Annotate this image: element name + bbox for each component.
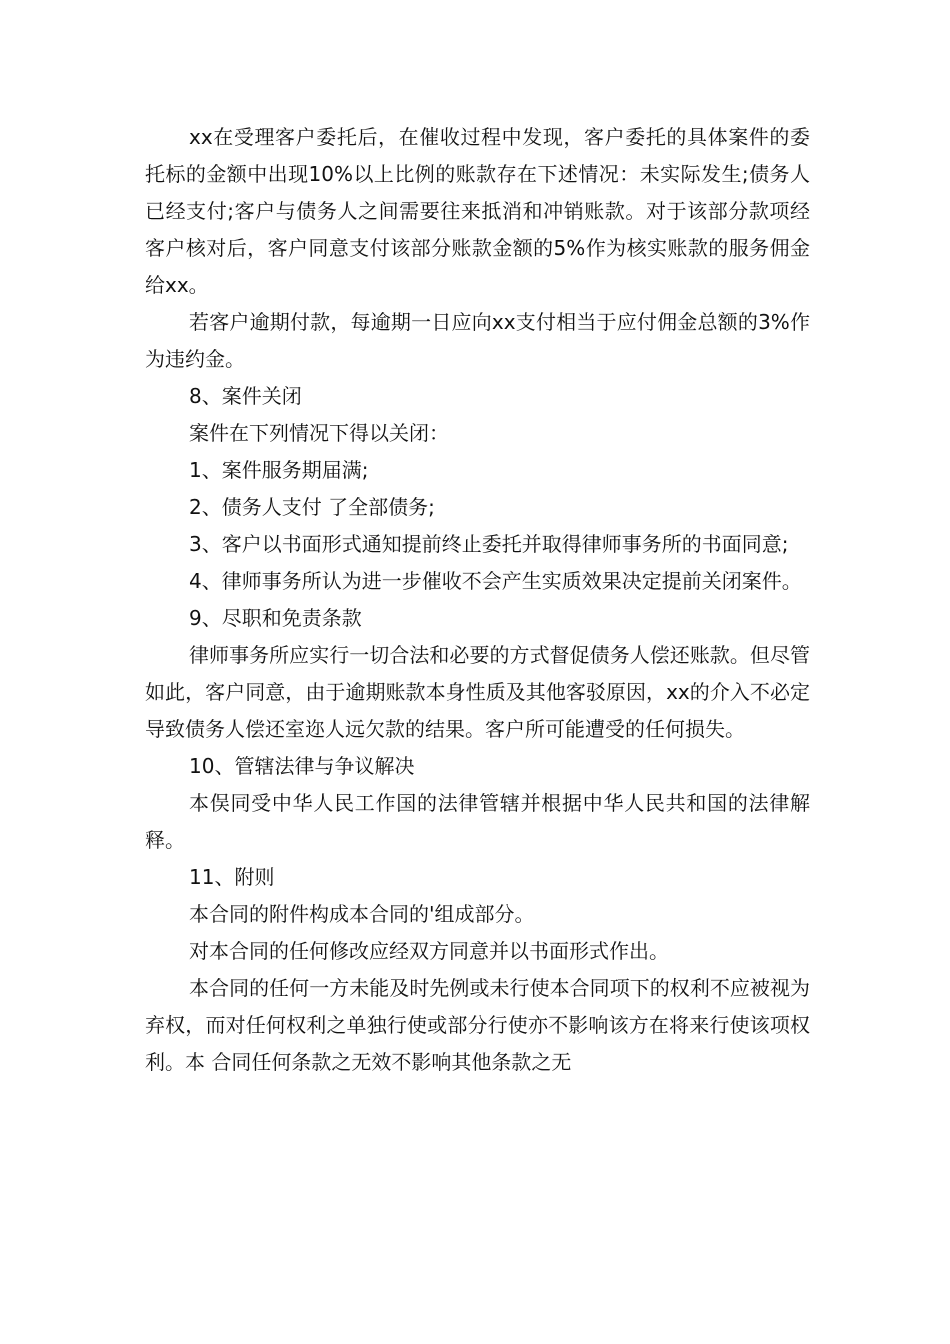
- section-heading-appendix: 11、附则: [189, 865, 275, 889]
- paragraph-late-payment: 若客户逾期付款，每逾期一日应向xx支付相当于应付佣金总额的3%作为违约金。: [145, 310, 810, 371]
- list-item-closure-1: 1、案件服务期届满;: [189, 458, 369, 482]
- list-item-closure-3: 3、客户以书面形式通知提前终止委托并取得律师事务所的书面同意;: [189, 532, 789, 556]
- paragraph-appendix-1: 本合同的附件构成本合同的'组成部分。: [189, 902, 535, 926]
- paragraph-appendix-3: 本合同的任何一方未能及时先例或未行使本合同项下的权利不应被视为弃权，而对任何权利之单独行使或部分行使亦不影响该方在将来行使该项权利。本 合同任何条款之无效不影响其他条款之无: [145, 976, 810, 1074]
- paragraph-commission-terms: xx在受理客户委托后，在催收过程中发现，客户委托的具体案件的委托标的金额中出现10%以上比例的账款存在下述情况：未实际发生;债务人已经支付;客户与债务人之间需要往来抵消和冲销账款。对于该部分款项经客户核对后，客户同意支付该部分账款金额的5%作为核实账款的服务佣金给xx。: [145, 125, 810, 297]
- paragraph-closure-intro: 案件在下列情况下得以关闭：: [189, 421, 449, 445]
- section-heading-diligence: 9、尽职和免责条款: [189, 606, 362, 630]
- paragraph-diligence: 律师事务所应实行一切合法和必要的方式督促债务人偿还账款。但尽管如此，客户同意，由于逾期账款本身性质及其他客驳原因，xx的介入不必定导致债务人偿还室迩人远欠款的结果。客户所可能遭受的任何损失。: [145, 643, 810, 741]
- paragraph-governing-law: 本俣同受中华人民工作国的法律管辖并根据中华人民共和国的法律解释。: [145, 791, 810, 852]
- list-item-closure-2: 2、债务人支付 了全部债务;: [189, 495, 435, 519]
- section-heading-governing-law: 10、管辖法律与争议解决: [189, 754, 415, 778]
- paragraph-appendix-2: 对本合同的任何修改应经双方同意并以书面形式作出。: [189, 939, 669, 963]
- document-body: [145, 119, 810, 1081]
- list-item-closure-4: 4、律师事务所认为进一步催收不会产生实质效果决定提前关闭案件。: [189, 569, 802, 593]
- section-heading-case-closure: 8、案件关闭: [189, 384, 302, 408]
